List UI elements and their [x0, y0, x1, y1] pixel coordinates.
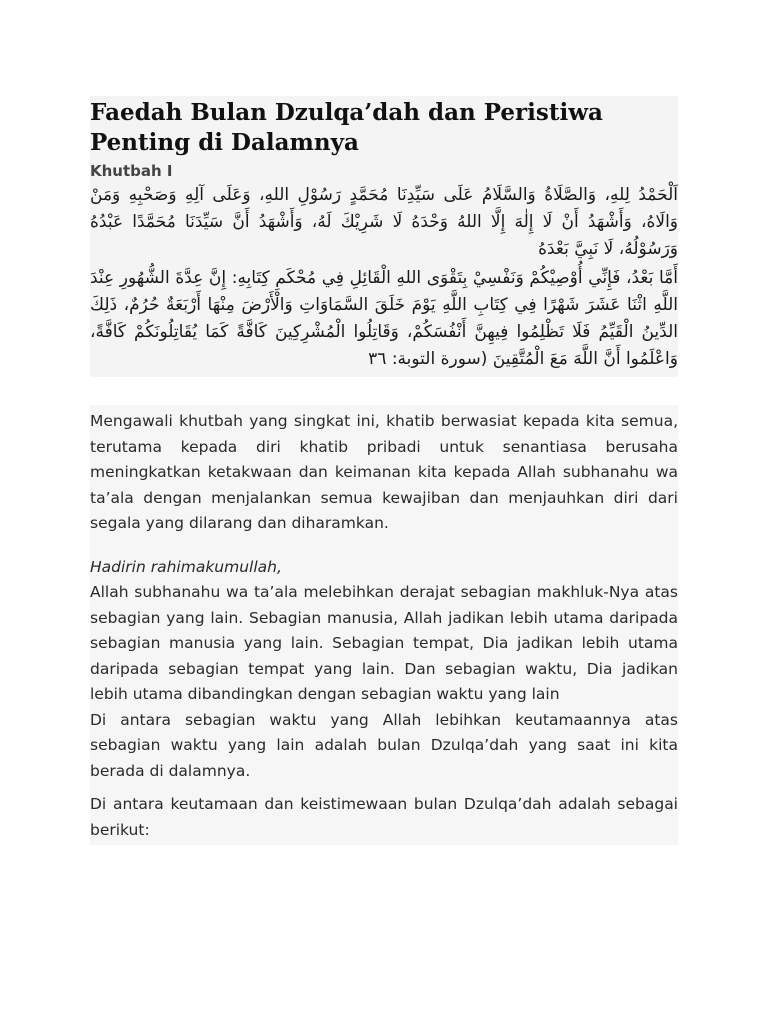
article-title: Faedah Bulan Dzulqa’dah dan Peristiwa Penting di Dalamnya: [90, 99, 603, 156]
article: [90, 96, 678, 845]
article-subtitle: Khutbah I: [90, 162, 173, 180]
article-body: [90, 405, 678, 845]
article-header: [90, 96, 678, 377]
paragraph-list-intro: Di antara keutamaan dan keistimewaan bulan Dzulqa’dah adalah sebagai berikut:: [90, 795, 678, 839]
arabic-verse-text: أَمَّا بَعْدُ، فَإِنِّي أُوْصِيْكُمْ وَنَفْسِيْ بِتَقْوَى اللهِ الْقَائِلِ فِي مُحْكَمِ كِتَابِهِ: إِنَّ عِدَّةَ الشُّهُورِ عِنْدَ اللَّهِ اثْنَا عَشَرَ شَهْرًا فِي كِتَابِ اللَّهِ يَوْمَ خَلَقَ السَّمَاوَاتِ وَالْأَرْضَ مِنْهَا أَرْبَعَةٌ حُرُمٌ، ذَلِكَ الدِّينُ الْقَيِّمُ فَلَا تَظْلِمُوا فِيهِنَّ أَنْفُسَكُمْ، وَقَاتِلُوا الْمُشْرِكِينَ كَافَّةً كَمَا يُقَاتِلُونَكُمْ كَافَّةً، وَاعْلَمُوا أَنَّ اللَّهَ مَعَ الْمُتَّقِينَ (سورة التوبة: ٣٦: [90, 268, 678, 369]
paragraph-opening: Mengawali khutbah yang singkat ini, khatib berwasiat kepada kita semua, terutama kepada diri khatib pribadi untuk senantiasa berusaha meningkatkan ketakwaan dan keimanan kita kepada Allah subhanahu wa ta’ala dengan menjalankan semua kewajiban dan menjauhkan diri dari segala yang dilarang dan diharamkan.: [90, 412, 678, 532]
paragraph-virtue: Allah subhanahu wa ta’ala melebihkan derajat sebagian makhluk-Nya atas sebagian yang lain. Sebagian manusia, Allah jadikan lebih utama daripada sebagian manusia yang lain. Sebagian tempat, Dia jadikan lebih utama daripada sebagian tempat yang lain. Dan sebagian waktu, Dia jadikan lebih utama dibandingkan dengan sebagian waktu yang lain: [90, 583, 678, 703]
paragraph-salutation: Hadirin rahimakumullah,: [90, 557, 282, 576]
paragraph-dzulqadah: Di antara sebagian waktu yang Allah lebihkan keutamaannya atas sebagian waktu yang lain adalah bulan Dzulqa’dah yang saat ini kita berada di dalamnya.: [90, 710, 678, 780]
arabic-opening-text: اَلْحَمْدُ لِلهِ، وَالصَّلَاةُ وَالسَّلَامُ عَلَى سَيِّدِنَا مُحَمَّدٍ رَسُوْلِ اللهِ، وَعَلَى آلِهِ وَصَحْبِهِ وَمَنْ وَالَاهُ، وَأَشْهَدُ أَنْ لَا إِلٰهَ إِلَّا اللهُ وَحْدَهُ لَا شَرِيْكَ لَهُ، وَأَشْهَدُ أَنَّ سَيِّدَنَا مُحَمَّدًا عَبْدُهُ وَرَسُوْلُهُ، لَا نَبِيَّ بَعْدَهُ: [90, 185, 678, 259]
